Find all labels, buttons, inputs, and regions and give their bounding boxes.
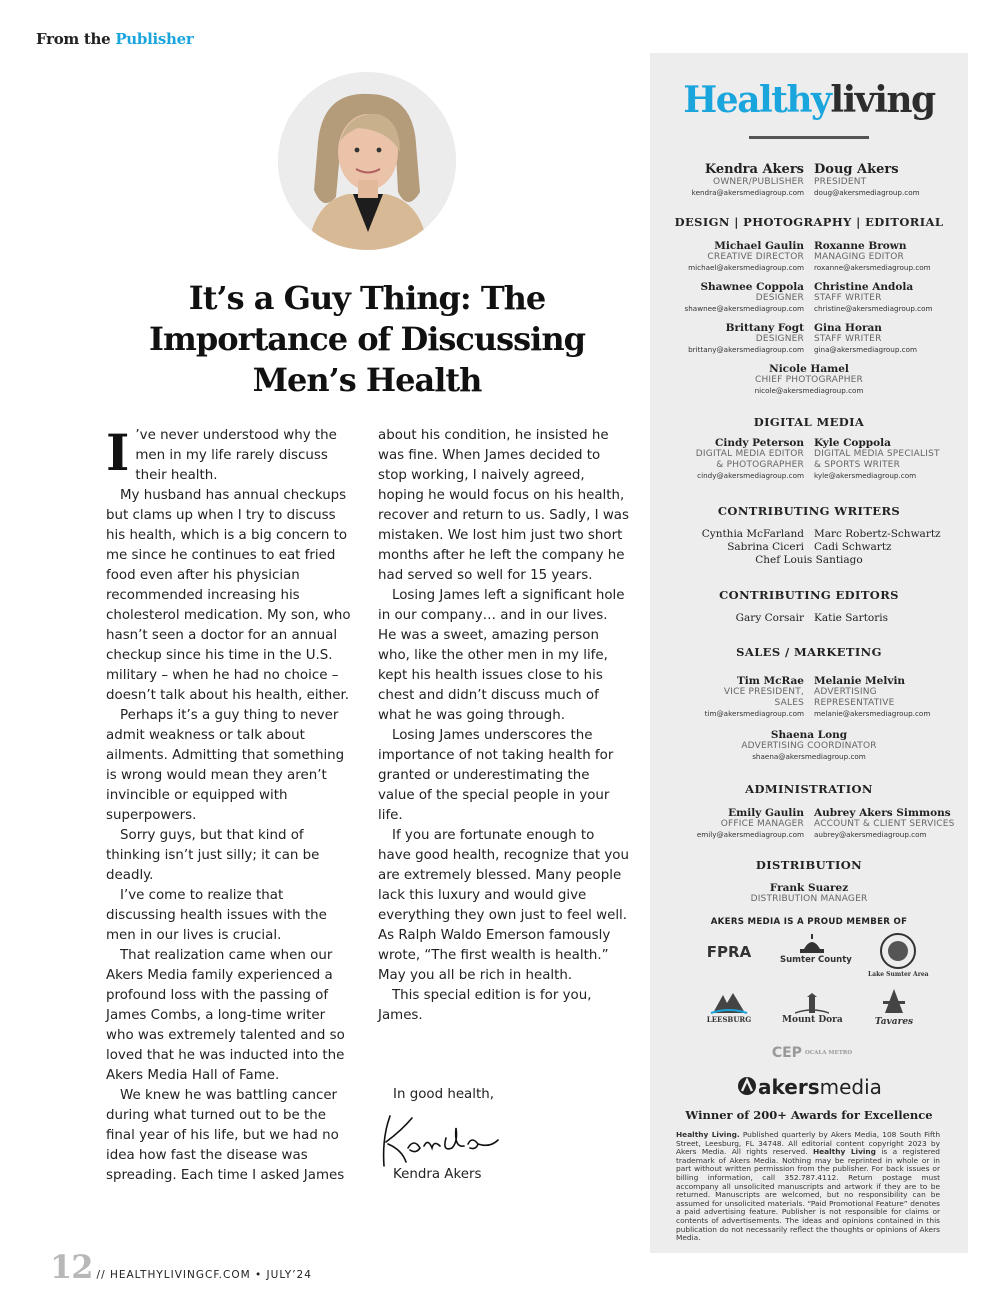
section-prefix: From the [36,30,111,48]
staff-email: brittany@akersmediagroup.com [688,345,804,354]
staff-title: DISTRIBUTION MANAGER [750,894,868,904]
staff-name: Brittany Fogt [725,322,804,334]
sales-coordinator [650,729,968,762]
staff-name: Kyle Coppola [814,437,891,449]
staff-email: melanie@akersmediagroup.com [814,709,931,718]
writer-name: Chef Louis Santiago [755,554,863,566]
staff-title: & PHOTOGRAPHER [716,460,804,470]
staff-title: PRESIDENT [814,177,867,187]
distribution-manager [650,882,968,905]
article-paragraph: I’ve come to realize that discussing health issues with the men in our lives is crucial. [106,888,327,943]
staff-email: christine@akersmediagroup.com [814,304,933,313]
staff-title: DIGITAL MEDIA EDITOR [695,449,804,459]
article-paragraph: I ’ve never understood why the men in my life rarely discuss their health. [106,423,337,483]
sales-heading: SALES / MARKETING [736,645,882,659]
editors-heading: CONTRIBUTING EDITORS [719,588,899,602]
lake-icon [709,991,749,1015]
article-paragraph: My husband has annual checkups but clams up when I try to discuss his health, which is a big concern to me since he continues to eat fried food even after his physician recommended increasing his cholesterol medication. My son, who hasn’t seen a doctor for an annual checkup since his time in the U.S. military – when he had no choice – doesn’t talk about his health, either. [106,488,351,703]
sumter-county-logo: Sumter County [780,933,844,965]
headline-line: It’s a Guy Thing: The [188,279,546,317]
editor-name: Gary Corsair [735,612,804,624]
staff-email: roxanne@akersmediagroup.com [814,263,931,272]
akers-media-logo: akersmedia [650,1075,968,1099]
headline-line: Importance of Discussing [149,320,585,358]
portrait-illustration [278,72,456,250]
staff-email: gina@akersmediagroup.com [814,345,918,354]
article-paragraph: This special edition is for you, James. [378,988,592,1023]
staff-email: aubrey@akersmediagroup.com [814,830,927,839]
staff-name: Shaena Long [770,729,848,741]
staff-name: Frank Suarez [769,882,849,894]
article-paragraph: We knew he was battling cancer during what turned out to be the final year of his life, but we had no idea how fast the disease was spreading. Each time I asked James [106,1088,345,1183]
article-paragraph: If you are fortunate enough to have good health, recognize that you are extremely blessed. Many people lack this luxury and would give everything they own just to feel well. As Ralph Waldo Emerson famously wrote, “The first wealth is health.” May you all be rich in health. [378,828,629,983]
staff-title: & SPORTS WRITER [814,460,901,470]
writer-single [650,554,968,567]
leesburg-logo: LEESBURG [696,991,762,1024]
distribution-heading: DISTRIBUTION [755,858,863,872]
staff-name: Tim McRae [736,675,804,687]
staff-name: Shawnee Coppola [700,281,804,293]
staff-title: DESIGNER [755,334,804,344]
staff-title: OFFICE MANAGER [720,819,804,829]
staff-email: doug@akersmediagroup.com [814,188,920,197]
signoff: In good health, [393,1087,494,1102]
staff-name: Nicole Hamel [769,363,849,375]
staff-email: michael@akersmediagroup.com [688,263,804,272]
staff-title: STAFF WRITER [814,293,882,303]
staff-name: Christine Andola [814,281,914,293]
akers-mark-icon [736,1076,758,1096]
cep-logo: CEP OCALA METRO [771,1045,853,1061]
staff-title: STAFF WRITER [814,334,882,344]
staff-name: Kendra Akers [704,162,804,177]
staff-name: Doug Akers [814,162,899,177]
staff-title: MANAGING EDITOR [814,252,904,262]
lighthouse-icon [795,993,829,1015]
admin-heading: ADMINISTRATION [745,782,873,796]
staff-name: Emily Gaulin [728,807,804,819]
section-label [36,30,193,48]
staff-name: Melanie Melvin [814,675,906,687]
page-footer [50,1248,312,1286]
writer-name: Cynthia McFarland [701,528,804,540]
staff-email: kyle@akersmediagroup.com [814,471,917,480]
magazine-logo: Healthyliving [683,79,935,121]
article-paragraph: about his condition, he insisted he was fine. When James decided to stop working, I naively agreed, hoping he would focus on his health, recover and return to us. Sadly, I was mistaken. We lost him just two short months after he left the company he had served so well for 15 years. [378,428,629,583]
fpra-logo: FPRA [706,943,752,961]
seaplane-icon [879,987,909,1017]
design-heading: DESIGN | PHOTOGRAPHY | EDITORIAL [674,215,944,229]
article-paragraph: Sorry guys, but that kind of thinking isn’t just silly; it can be deadly. [106,828,320,883]
legal-notice: Healthy Living. Published quarterly by Akers Media, 108 South Fifth Street, Leesburg, FL 34748. All editorial content copyright 2023 by Akers Media. All rights reserved. Healthy Living is a registered trademark of Akers Media. Nothing may be reprinted in whole or in part without written permission from the publisher. For back issues or billing information, call 352.787.4112. Return postage must accompany all unsolicited manuscripts and artwork if they are to be returned. Manuscripts are welcomed, but no responsibility can be assumed for unsolicited materials. “Paid Promotional Feature” denotes a paid advertising feature. Publisher is not responsible for claims or contents of advertisements. The ideas and opinions contained in this publication do not necessarily reflect the thoughts or opinions of Akers Media. [676,1130,941,1243]
staff-email: tim@akersmediagroup.com [704,709,804,718]
drop-cap: I [106,423,130,482]
writer-name: Sabrina Ciceri [727,541,804,553]
staff-title: SALES [774,698,804,708]
digital-heading: DIGITAL MEDIA [753,415,865,429]
staff-title: ADVERTISING COORDINATOR [741,741,877,751]
staff-email: shawnee@akersmediagroup.com [684,304,804,313]
headline-line: Men’s Health [252,361,482,399]
photographer [650,363,968,396]
publisher-portrait [278,72,456,250]
staff-title: CREATIVE DIRECTOR [707,252,804,262]
staff-title: DESIGNER [755,293,804,303]
editor-name: Katie Sartoris [814,612,889,624]
article-headline [120,278,614,401]
masthead-panel [650,53,968,1253]
staff-title: ADVERTISING [814,687,877,697]
writer-name: Marc Robertz-Schwartz [814,528,941,540]
article-column-2 [378,426,630,1026]
article-paragraph: Perhaps it’s a guy thing to never admit weakness or talk about ailments. Admitting that something is wrong would mean they aren’t invincible or equipped with superpowers. [106,708,345,823]
staff-title: VICE PRESIDENT, [723,687,804,697]
staff-title: REPRESENTATIVE [814,698,895,708]
staff-name: Cindy Peterson [715,437,804,449]
footer-text: // HEALTHYLIVINGCF.COM • JULY’24 [96,1269,312,1281]
staff-email: nicole@akersmediagroup.com [754,386,864,395]
tavares-logo: Tavares [864,987,924,1027]
staff-title: OWNER/PUBLISHER [713,177,804,187]
article-paragraph: That realization came when our Akers Media family experienced a profound loss with the passing of James Combs, a long-time writer who was extremely talented and so loved that he was inducted into the Akers Media Hall of Fame. [106,948,345,1083]
logo-divider [749,136,869,139]
writers-heading: CONTRIBUTING WRITERS [717,504,901,518]
article-column-1 [106,423,356,1186]
staff-name: Gina Horan [814,322,882,334]
member-heading: AKERS MEDIA IS A PROUD MEMBER OF [710,917,908,927]
awards-line: Winner of 200+ Awards for Excellence [685,1108,933,1122]
staff-name: Michael Gaulin [714,240,804,252]
staff-name: Aubrey Akers Simmons [814,807,951,819]
staff-email: shaena@akersmediagroup.com [752,752,866,761]
page-number: 12 [50,1248,93,1286]
signature [372,1108,502,1170]
staff-email: kendra@akersmediagroup.com [691,188,804,197]
dome-icon [798,933,826,955]
article-paragraph: Losing James underscores the importance of not taking health for granted or underestimating the value of the special people in your life. [378,728,614,823]
staff-email: emily@akersmediagroup.com [696,830,804,839]
staff-title: ACCOUNT & CLIENT SERVICES [814,819,955,829]
mount-dora-logo: Mount Dora [782,993,842,1025]
section-name: Publisher [115,30,194,48]
staff-email: cindy@akersmediagroup.com [697,471,804,480]
signer-name: Kendra Akers [393,1167,482,1182]
staff-title: DIGITAL MEDIA SPECIALIST [814,449,940,459]
chamber-seal-icon [878,931,918,971]
staff-title: CHIEF PHOTOGRAPHER [754,375,864,385]
lake-sumter-logo: Lake Sumter Area [868,931,928,978]
article-paragraph: Losing James left a significant hole in our company… and in our lives. He was a sweet, amazing person who, like the other men in my life, kept his health issues close to his chest and didn’t discuss much of what he was going through. [378,588,625,723]
writer-name: Cadi Schwartz [814,541,892,553]
staff-name: Roxanne Brown [814,240,907,252]
